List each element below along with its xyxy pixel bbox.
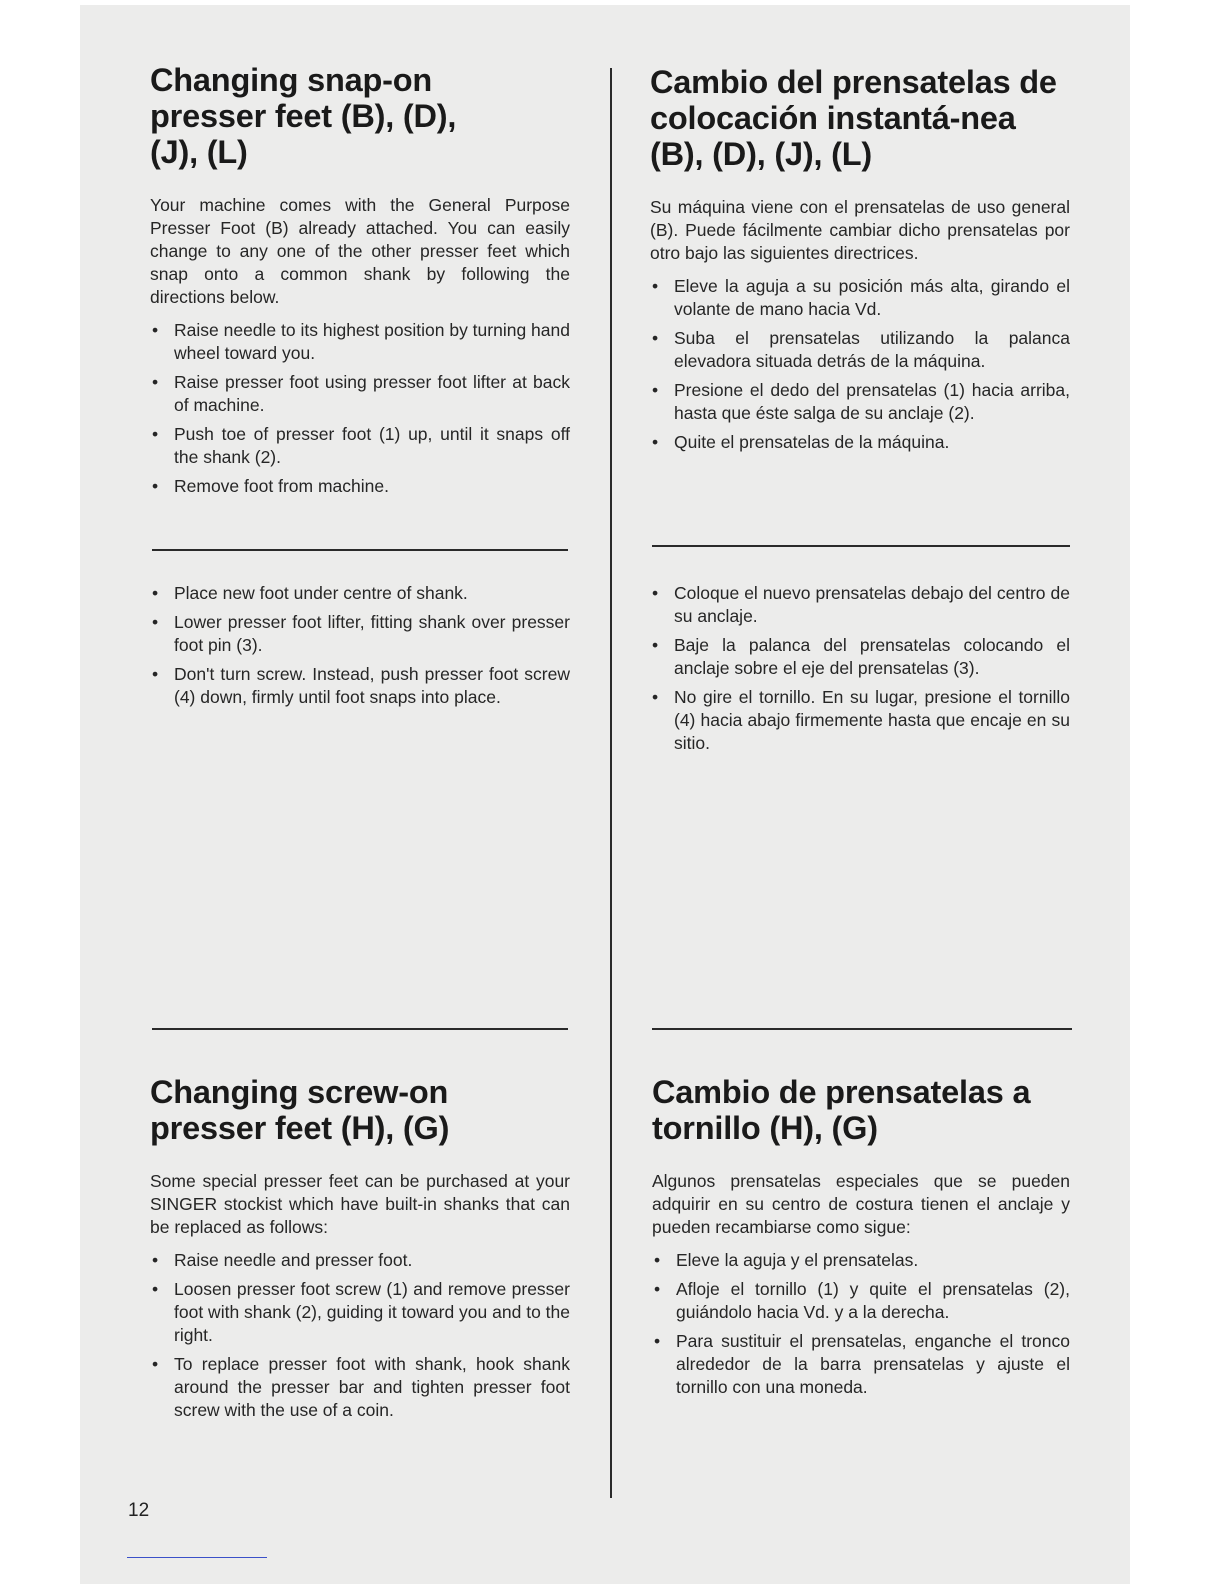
left-screw-intro: Some special presser feet can be purchased at your SINGER stockist which have built-in shanks that can be replaced as follows: xyxy=(150,1171,570,1237)
list-item: • Place new foot under centre of shank. xyxy=(152,583,468,603)
list-item: • Raise needle and presser foot. xyxy=(152,1250,413,1270)
list-item: • Don't turn screw. Instead, push presser foot screw (4) down, firmly until foot snaps into place. xyxy=(152,664,570,707)
right-snap-section xyxy=(650,64,1070,460)
list-item: • Presione el dedo del prensatelas (1) hacia arriba, hasta que éste salga de su anclaje (2). xyxy=(652,380,1070,423)
list-item: • Remove foot from machine. xyxy=(152,476,389,496)
right-rule-1 xyxy=(652,545,1070,547)
list-item: • Push toe of presser foot (1) up, until it snaps off the shank (2). xyxy=(152,424,570,467)
right-screw-heading: Cambio de prensatelas a tornillo (H), (G) xyxy=(652,1074,1031,1146)
bullet-icon: • xyxy=(652,328,659,348)
bullet-icon: • xyxy=(652,432,659,452)
bullet-icon: • xyxy=(152,1250,159,1270)
bullet-icon: • xyxy=(652,583,659,603)
bullet-icon: • xyxy=(152,424,159,444)
list-item: • Raise needle to its highest position by turning hand wheel toward you. xyxy=(152,320,570,363)
bullet-icon: • xyxy=(152,612,159,632)
left-rule-1 xyxy=(152,549,568,551)
bullet-icon: • xyxy=(654,1250,661,1270)
left-snap-steps-b-section xyxy=(150,582,570,715)
right-screw-steps xyxy=(652,1249,1070,1399)
bullet-icon: • xyxy=(152,664,159,684)
left-screw-steps xyxy=(150,1249,570,1422)
bullet-icon: • xyxy=(152,476,159,496)
list-item: • Para sustituir el prensatelas, enganche el tronco alrededor de la barra prensatelas y ajuste el tornillo con una moneda. xyxy=(654,1331,1070,1397)
right-snap-heading: Cambio del prensatelas de colocación instantá-nea (B), (D), (J), (L) xyxy=(650,64,1057,172)
list-item: • Suba el prensatelas utilizando la palanca elevadora situada detrás de la máquina. xyxy=(652,328,1070,371)
right-snap-steps-b-section xyxy=(650,582,1070,761)
left-screw-section xyxy=(150,1074,570,1428)
left-snap-heading: Changing snap-on presser feet (B), (D), (J), (L) xyxy=(150,62,457,170)
bullet-icon: • xyxy=(652,380,659,400)
bullet-icon: • xyxy=(152,320,159,340)
list-item: • Lower presser foot lifter, fitting shank over presser foot pin (3). xyxy=(152,612,570,655)
page-number: 12 xyxy=(128,1500,150,1521)
bullet-icon: • xyxy=(152,372,159,392)
bullet-icon: • xyxy=(152,1354,159,1374)
left-snap-intro: Your machine comes with the General Purpose Presser Foot (B) already attached. You can easily change to any one of the other presser feet which snap onto a common shank by following the directions below. xyxy=(150,195,570,307)
left-snap-steps-a xyxy=(150,319,570,498)
left-snap-steps-b xyxy=(150,582,570,709)
list-item: • Baje la palanca del prensatelas colocando el anclaje sobre el eje del prensatelas (3). xyxy=(652,635,1070,678)
bullet-icon: • xyxy=(652,635,659,655)
list-item: • Raise presser foot using presser foot lifter at back of machine. xyxy=(152,372,570,415)
right-screw-section xyxy=(652,1074,1070,1405)
list-item: • No gire el tornillo. En su lugar, presione el tornillo (4) hacia abajo firmemente hasta que encaje en su sitio. xyxy=(652,687,1070,753)
bullet-icon: • xyxy=(652,687,659,707)
list-item: • To replace presser foot with shank, hook shank around the presser bar and tighten presser foot screw with the use of a coin. xyxy=(152,1354,570,1420)
list-item: • Afloje el tornillo (1) y quite el prensatelas (2), guiándolo hacia Vd. y a la derecha. xyxy=(654,1279,1070,1322)
bullet-icon: • xyxy=(654,1331,661,1351)
bullet-icon: • xyxy=(152,583,159,603)
left-rule-2 xyxy=(152,1028,568,1030)
right-snap-intro: Su máquina viene con el prensatelas de uso general (B). Puede fácilmente cambiar dicho prensatelas por otro bajo las siguientes directrices. xyxy=(650,197,1070,263)
left-screw-heading: Changing screw-on presser feet (H), (G) xyxy=(150,1074,450,1146)
list-item: • Eleve la aguja y el prensatelas. xyxy=(654,1250,919,1270)
list-item: • Coloque el nuevo prensatelas debajo del centro de su anclaje. xyxy=(652,583,1070,626)
right-snap-steps-b xyxy=(650,582,1070,755)
list-item: • Quite el prensatelas de la máquina. xyxy=(652,432,950,452)
right-screw-intro: Algunos prensatelas especiales que se pueden adquirir en su centro de costura tienen el anclaje y pueden recambiarse como sigue: xyxy=(652,1171,1070,1237)
list-item: • Loosen presser foot screw (1) and remove presser foot with shank (2), guiding it toward you and to the right. xyxy=(152,1279,570,1345)
footer-link-underline xyxy=(127,1557,267,1558)
right-rule-2 xyxy=(652,1028,1072,1030)
list-item: • Eleve la aguja a su posición más alta, girando el volante de mano hacia Vd. xyxy=(652,276,1070,319)
bullet-icon: • xyxy=(152,1279,159,1299)
column-divider xyxy=(610,68,612,1498)
bullet-icon: • xyxy=(652,276,659,296)
left-snap-section xyxy=(150,62,570,504)
right-snap-steps-a xyxy=(650,275,1070,454)
bullet-icon: • xyxy=(654,1279,661,1299)
